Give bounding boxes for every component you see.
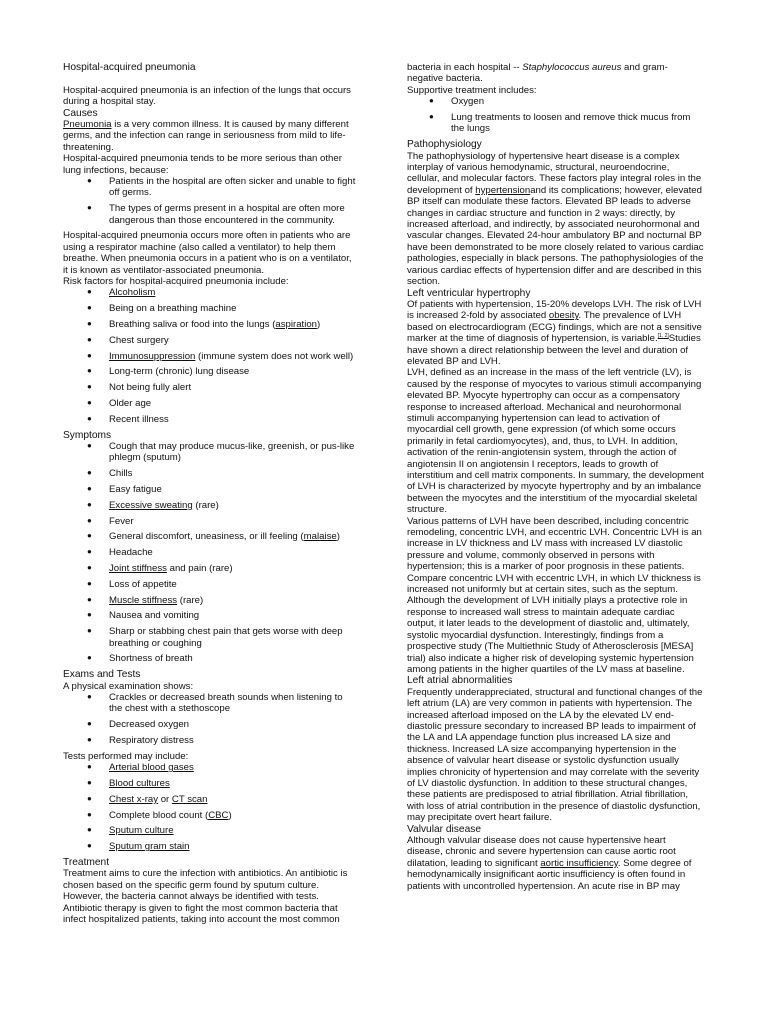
list-item: ● Easy fatigue [63, 484, 358, 495]
item-text: Breathing saliva or food into the lungs ( [109, 319, 276, 331]
causes-paragraph [63, 119, 358, 153]
lvh-heading: Left ventricular hypertrophy [407, 287, 531, 299]
exam-list [63, 692, 358, 746]
risk-factor-list [63, 287, 358, 425]
exams-heading: Exams and Tests [63, 669, 141, 681]
item-text: ) [336, 531, 340, 543]
list-item [63, 825, 358, 836]
valvular-paragraph [407, 835, 704, 892]
lvh-paragraph-3: Various patterns of LVH have been described, including concentric remodeling, concentric LVH, and eccentric LVH. Concentric LVH is an increase in LV thickness and LV mass with increased LV diastolic pressure and volume, commonly observed in persons with hypertension; this is a marker of poor prognosis in these patients. Compare concentric LVH with eccentric LVH, in which LV thickness is increased not uniformly but at certain sites, such as the septum. Although the development of LVH initially plays a protective role in response to increased wall stress to maintain adequate cardiac output, it later leads to the development of diastolic and, ultimately, systolic myocardial dysfunction. Interestingly, findings from a prospective study (The Multiethnic Study of Atherosclerosis [MESA] trial) also indicate a higher risk of developing systemic hypertension among patients in the higher quartiles of the LV mass at baseline. [407, 515, 702, 675]
lvh-paragraph-2: LVH, defined as an increase in the mass of the left ventricle (LV), is caused by the response of myocytes to various stimuli accompanying elevated BP. Myocyte hypertrophy can occur as a compensatory response to increased afterload. Mechanical and neurohormonal stimuli accompanying hypertension can lead to activation of myocardial cell growth, gene expression (of which some occurs primarily in fetal cardiomyocytes), and, thus, to LVH. In addition, activation of the renin-angiotensin system, through the action of angiotensin II on angiotensin I receptors, leads to growth of interstitium and cell matrix components. In summary, the development of LVH is characterized by myocyte hypertrophy and by an imbalance between the myocytes and the interstitium of the myocardial skeletal structure. [407, 367, 704, 516]
joint-stiffness-link[interactable]: Joint stiffness [109, 563, 167, 575]
arterial-blood-gases-link[interactable]: Arterial blood gases [109, 762, 194, 774]
causes-bullet-list [63, 176, 358, 226]
reference-link[interactable]: [1, 2] [657, 332, 669, 339]
item-text: ) [317, 319, 321, 331]
treatment-paragraph: Treatment aims to cure the infection with antibiotics. An antibiotic is chosen based on the specific germ found by sputum culture. However, the bacteria cannot always be identified with tests. Antibiotic therapy is given to fight the most common bacteria that infect hospitalized patients, taking into account the most common [63, 868, 348, 926]
pathophysiology-heading: Pathophysiology [407, 139, 482, 151]
blood-cultures-link[interactable]: Blood cultures [109, 778, 170, 790]
text: bacteria in each hospital -- [407, 62, 523, 73]
muscle-stiffness-link[interactable]: Muscle stiffness [109, 594, 178, 606]
list-item: ● Patients in the hospital are often sicker and unable to fight off germs. [63, 176, 358, 199]
list-item: ● Decreased oxygen [63, 719, 358, 730]
list-item: ● Fever [63, 516, 358, 527]
list-item: ● Headache [63, 547, 358, 558]
item-text: and pain (rare) [166, 563, 233, 575]
list-item [63, 287, 358, 298]
chest-xray-link[interactable]: Chest x-ray [109, 793, 159, 805]
item-text: General discomfort, uneasiness, or ill feeling ( [109, 531, 304, 543]
right-column [407, 62, 704, 892]
list-item: ● Recent illness [63, 414, 358, 425]
causes-serious-paragraph: Hospital-acquired pneumonia tends to be more serious than other lung infections, because: [63, 153, 342, 176]
list-item [63, 563, 358, 574]
list-item [63, 351, 358, 362]
ventilator-paragraph: Hospital-acquired pneumonia occurs more often in patients who are using a respirator machine (also called a ventilator) to help them breathe. When pneumonia occurs in a patient who is on a ventilator, it is known as ventilator-associated pneumonia. [63, 230, 352, 276]
lvh-paragraph-1 [407, 299, 704, 367]
hypertension-link[interactable]: hypertension [475, 184, 531, 196]
item-text: (rare) [177, 594, 204, 606]
aspiration-link[interactable]: aspiration [275, 319, 318, 331]
text: . Some degree of hemodynamically insignificant aortic insufficiency is often found in patients with uncontrolled hypertension. An acute rise in BP may [407, 857, 692, 892]
list-item: ● Long-term (chronic) lung disease [63, 366, 358, 377]
list-item: ● Chills [63, 468, 358, 479]
treatment-heading: Treatment [63, 857, 110, 869]
supportive-intro: Supportive treatment includes: [407, 84, 537, 96]
sputum-culture-link[interactable]: Sputum culture [109, 825, 174, 837]
list-item [63, 810, 358, 821]
item-text: or [158, 793, 172, 805]
list-item [63, 794, 358, 805]
alcoholism-link[interactable]: Alcoholism [109, 287, 156, 299]
list-item: ● Crackles or decreased breath sounds when listening to the chest with a stethoscope [63, 692, 358, 715]
text: Of patients with hypertension, 15-20% develops LVH. The risk of LVH is increased 2-fold by associated [407, 298, 702, 322]
tests-intro: Tests performed may include: [63, 750, 189, 762]
immunosuppression-link[interactable]: Immunosuppression [109, 350, 196, 362]
obesity-link[interactable]: obesity [548, 310, 579, 322]
item-text: (immune system does not work well) [195, 350, 354, 362]
exam-intro: A physical examination shows: [63, 680, 194, 692]
intro-paragraph: Hospital-acquired pneumonia is an infection of the lungs that occurs during a hospital stay. [63, 84, 351, 108]
list-item [63, 778, 358, 789]
list-item: ● Older age [63, 398, 358, 409]
list-item: ● Sharp or stabbing chest pain that gets worse with deep breathing or coughing [63, 626, 358, 649]
item-text: ) [228, 809, 232, 821]
list-item [63, 500, 358, 511]
symptoms-list [63, 441, 358, 665]
list-item [63, 595, 358, 606]
list-item [63, 319, 358, 330]
left-atrial-paragraph: Frequently underappreciated, structural and functional changes of the left atrium (LA) are very common in patients with hypertension. The increased afterload imposed on the LA by the elevated LV end-diastolic pressure secondary to increased BP leads to impairment of the LA and LA appendage function plus increased LA size and thickness. Increased LA size accompanying hypertension in the absence of valvular heart disease or systolic dysfunction usually implies chronicity of hypertension and may correlate with the severity of LV diastolic dysfunction. In addition to these structural changes, these patients are predisposed to atrial fibrillation. Atrial fibrillation, with loss of atrial contribution in the presence of diastolic dysfunction, may precipitate overt heart failure. [407, 686, 703, 824]
pneumonia-link[interactable]: Pneumonia [63, 119, 112, 131]
list-item [63, 531, 358, 542]
valvular-heading: Valvular disease [407, 823, 481, 835]
list-item: ● Oxygen [407, 96, 704, 107]
ct-scan-link[interactable]: CT scan [171, 793, 208, 805]
document-title: Hospital-acquired pneumonia [63, 62, 196, 73]
sputum-gram-stain-link[interactable]: Sputum gram stain [109, 841, 190, 853]
text: and its complications; however, elevated BP itself can modulate these factors. Elevated BP leads to adverse changes in cardiac structure and function in 2 ways: directly, by increased afterload, and indirectly, by associated neurohormonal and vascular changes. Elevated 24-hour ambulatory BP and nocturnal BP have been demonstrated to be more closely related to various cardiac pathologies, especially in black persons. The pathophysiologies of the various cardiac effects of hypertension differ and are described in this section. [407, 184, 704, 288]
item-text: (rare) [192, 499, 219, 511]
list-item: ● Not being fully alert [63, 382, 358, 393]
left-column [63, 62, 358, 925]
pathophysiology-paragraph [407, 151, 704, 288]
aortic-insufficiency-link[interactable]: aortic insufficiency [540, 857, 618, 869]
risk-intro: Risk factors for hospital-acquired pneumonia include: [63, 276, 289, 288]
causes-text: is a very common illness. It is caused by many different germs, and the infection can range in seriousness from mild to life-threatening. [63, 119, 349, 153]
list-item: ● Lung treatments to loosen and remove thick mucus from the lungs [407, 112, 704, 135]
list-item: ● Shortness of breath [63, 653, 358, 664]
list-item: ● Chest surgery [63, 335, 358, 346]
cbc-link[interactable]: CBC [208, 809, 229, 821]
text: . The prevalence of LVH based on electrocardiogram (ECG) findings, which are not a sensitive marker at the time of diagnosis of hypertension, is variable. [407, 310, 702, 345]
list-item: ● Nausea and vomiting [63, 610, 358, 621]
list-item: ● The types of germs present in a hospital are often more dangerous than those encountered in the community. [63, 203, 358, 226]
symptoms-heading: Symptoms [63, 429, 112, 441]
text: Studies have shown a direct relationship between the level and duration of elevated BP and LVH. [407, 333, 701, 367]
list-item: ● Loss of appetite [63, 579, 358, 590]
excessive-sweating-link[interactable]: Excessive sweating [109, 499, 193, 511]
list-item: ● Being on a breathing machine [63, 303, 358, 314]
causes-heading: Causes [63, 107, 98, 119]
malaise-link[interactable]: malaise [303, 531, 337, 543]
tests-list [63, 762, 358, 852]
list-item: ● Cough that may produce mucus-like, greenish, or pus-like phlegm (sputum) [63, 441, 358, 464]
treatment-continued [407, 62, 704, 85]
text: Although valvular disease does not cause hypertensive heart disease, chronic and severe hypertension can cause aortic root dilatation, leading to significant [407, 835, 676, 869]
staph-aureus-text: Staphylococcus aureus [522, 62, 622, 73]
list-item [63, 762, 358, 773]
item-text: Complete blood count ( [109, 809, 209, 821]
supportive-list [407, 96, 704, 135]
text: and gram-negative bacteria. [407, 62, 668, 85]
text: The pathophysiology of hypertensive heart disease is a complex interplay of various hemodynamic, structural, neuroendocrine, cellular, and molecular factors. These factors play integral roles in the development of [407, 150, 702, 196]
left-atrial-heading: Left atrial abnormalities [407, 675, 513, 687]
list-item: ● Respiratory distress [63, 735, 358, 746]
list-item [63, 841, 358, 852]
